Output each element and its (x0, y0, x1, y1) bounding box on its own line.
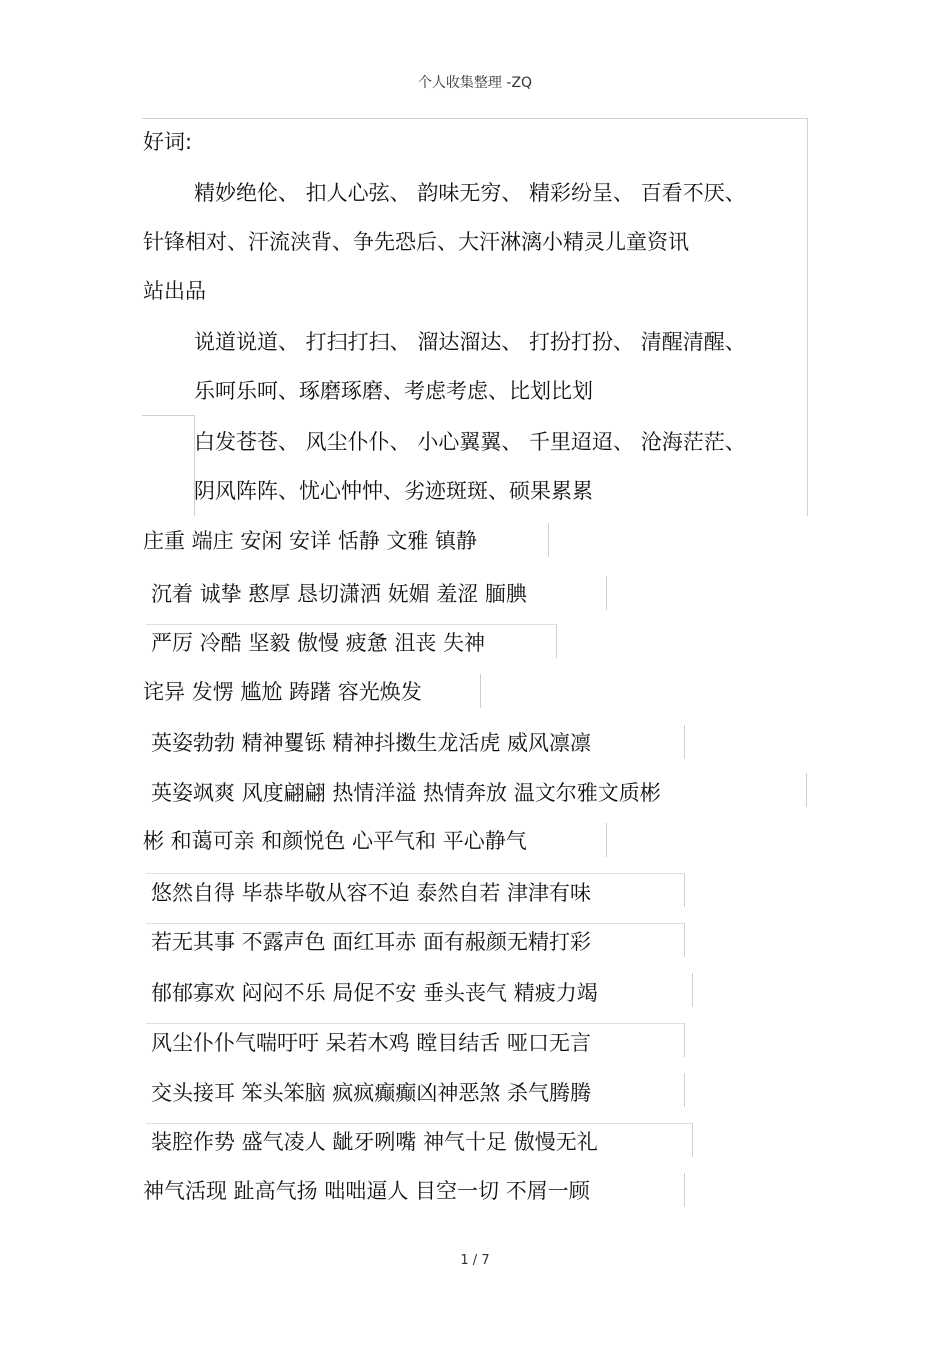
word-line: 严厉 冷酷 坚毅 傲慢 疲惫 沮丧 失神 (151, 631, 486, 655)
word-line: 神气活现 趾高气扬 咄咄逼人 目空一切 不屑一顾 (143, 1179, 590, 1203)
word-line: 交头接耳 笨头笨脑 疯疯癫癫凶神恶煞 杀气腾腾 (151, 1081, 592, 1105)
divider (146, 624, 556, 625)
divider (684, 1073, 685, 1107)
section-line: 站出品 (143, 279, 206, 303)
divider (480, 674, 481, 708)
divider (684, 1173, 685, 1207)
divider (606, 576, 607, 610)
divider (146, 1023, 684, 1024)
section-line: 说道说道、 打扫打扫、 溜达溜达、 打扮打扮、 清醒清醒、 (194, 330, 746, 354)
section-line: 针锋相对、汗流浃背、争先恐后、大汗淋漓小精灵儿童资讯 (143, 230, 689, 254)
page-header: 个人收集整理 -ZQ (417, 75, 533, 91)
word-line: 装腔作势 盛气凌人 龇牙咧嘴 神气十足 傲慢无礼 (151, 1130, 598, 1154)
word-line: 庄重 端庄 安闲 安详 恬静 文雅 镇静 (143, 529, 478, 553)
word-line: 悠然自得 毕恭毕敬从容不迫 泰然自若 津津有味 (151, 881, 592, 905)
divider (146, 1123, 692, 1124)
word-line: 诧异 发愣 尴尬 踌躇 容光焕发 (143, 680, 422, 704)
divider (692, 1123, 693, 1157)
word-line: 彬 和蔼可亲 和颜悦色 心平气和 平心静气 (143, 829, 527, 853)
divider (684, 873, 685, 907)
divider (556, 624, 557, 658)
word-line: 若无其事 不露声色 面红耳赤 面有赧颜无精打彩 (151, 930, 592, 954)
section-line: 乐呵乐呵、琢磨琢磨、考虑考虑、比划比划 (194, 379, 593, 403)
section-line: 精妙绝伦、 扣人心弦、 韵味无穷、 精彩纷呈、 百看不厌、 (194, 181, 746, 205)
page-number: 1 / 7 (460, 1253, 490, 1268)
divider (548, 523, 549, 557)
section-frame-notch (142, 415, 195, 516)
word-line: 英姿勃勃 精神矍铄 精神抖擞生龙活虎 威风凛凛 (151, 731, 592, 755)
divider (692, 973, 693, 1007)
divider (606, 823, 607, 857)
section-frame (142, 118, 808, 516)
word-line: 沉着 诚挚 憨厚 恳切潇洒 妩媚 羞涩 腼腆 (151, 582, 528, 606)
word-line: 风尘仆仆气喘吁吁 呆若木鸡 瞠目结舌 哑口无言 (151, 1031, 592, 1055)
divider (146, 923, 684, 924)
section-title: 好词: (143, 130, 193, 154)
divider (684, 923, 685, 957)
section-line: 白发苍苍、 风尘仆仆、 小心翼翼、 千里迢迢、 沧海茫茫、 (194, 430, 746, 454)
divider (806, 773, 807, 807)
divider (684, 725, 685, 759)
section-line: 阴风阵阵、忧心忡忡、劣迹斑斑、硕果累累 (194, 479, 593, 503)
divider (146, 873, 684, 874)
word-line: 郁郁寡欢 闷闷不乐 局促不安 垂头丧气 精疲力竭 (151, 981, 598, 1005)
divider (684, 1023, 685, 1057)
word-line: 英姿飒爽 风度翩翩 热情洋溢 热情奔放 温文尔雅文质彬 (151, 781, 661, 805)
